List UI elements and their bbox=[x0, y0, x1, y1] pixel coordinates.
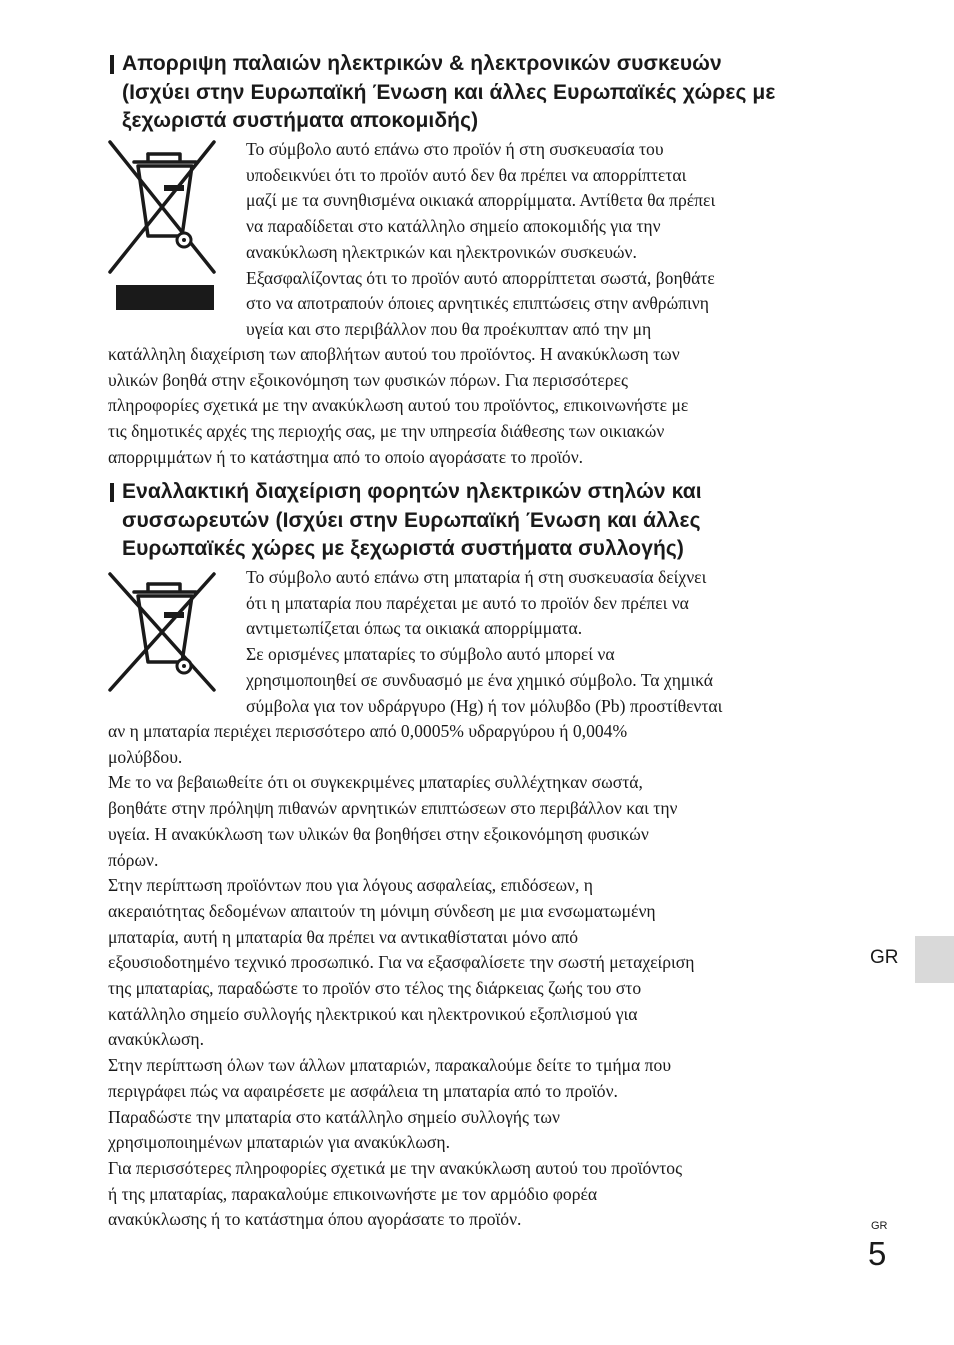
page-language-code: GR bbox=[871, 1220, 888, 1232]
text-line: υγεία. Η ανακύκλωση των υλικών θα βοηθήσει στην εξοικονόμηση φυσικών bbox=[108, 823, 649, 844]
text-line: Με το να βεβαιωθείτε ότι οι συγκεκριμένες μπαταρίες συλλέχτηκαν σωστά, bbox=[108, 772, 643, 793]
crossed-out-battery-bin-icon bbox=[108, 572, 220, 692]
heading-marker bbox=[110, 55, 114, 74]
text-line: χρησιμοποιηθεί σε συνδυασμό με ένα χημικό σύμβολο. Τα χημικά bbox=[246, 669, 714, 690]
text-line: βοηθάτε στην πρόληψη πιθανών αρνητικών επιπτώσεων στο περιβάλλον και την bbox=[108, 798, 678, 819]
text-line: ότι η μπαταρία που παρέχεται με αυτό το προϊόν δεν πρέπει να bbox=[246, 592, 689, 613]
text-line: στο να αποτραπούν όποιες αρνητικές επιπτώσεις στην ανθρώπινη bbox=[246, 293, 709, 314]
heading-line: Ευρωπαϊκές χώρες με ξεχωριστά συστήματα συλλογής) bbox=[122, 537, 685, 560]
text-line: υγεία και στο περιβάλλον που θα προέκυπταν από την μη bbox=[246, 318, 652, 339]
heading-line: Απορριψη παλαιών ηλεκτρικών & ηλεκτρονικών συσκευών bbox=[122, 52, 722, 75]
text-line: τις δημοτικές αρχές της περιοχής σας, με την υπηρεσία διάθεσης των οικιακών bbox=[108, 421, 665, 442]
weee-wrap-paragraph bbox=[246, 137, 715, 343]
bin-lid-stripe bbox=[164, 612, 184, 618]
language-tab-label: GR bbox=[870, 947, 899, 968]
text-line: υλικών βοηθά στην εξοικονόμηση των φυσικών πόρων. Για περισσότερες bbox=[108, 369, 628, 390]
heading-line: (Ισχύει στην Ευρωπαϊκή Ένωση και άλλες Ευρωπαϊκές χώρες με bbox=[122, 80, 776, 104]
text-line: Το σύμβολο αυτό επάνω στο προϊόν ή στη συσκευασία του bbox=[246, 139, 664, 159]
text-line: σύμβολα για τον υδράργυρο (Hg) ή τον μόλυβδο (Pb) προστίθενται bbox=[246, 695, 723, 716]
heading-marker bbox=[110, 483, 114, 502]
text-line: Σε ορισμένες μπαταρίες το σύμβολο αυτό μπορεί να bbox=[246, 644, 615, 665]
text-line: μολύβδου. bbox=[108, 746, 183, 767]
text-line: μαζί με τα συνηθισμένα οικιακά απορρίμματα. Αντίθετα θα πρέπει bbox=[246, 190, 716, 211]
text-line: να παραδίδεται στο κατάλληλο σημείο αποκομιδής για την bbox=[246, 216, 661, 237]
text-line: ή της μπαταρίας, παρακαλούμε επικοινωνήστε με τον αρμόδιο φορέα bbox=[108, 1183, 598, 1204]
text-line: υποδεικνύει ότι το προϊόν αυτό δεν θα πρέπει να απορρίπτεται bbox=[246, 164, 687, 185]
text-line: μπαταρία, αυτή η μπαταρία θα πρέπει να αντικαθίσταται μόνο από bbox=[108, 926, 579, 947]
solid-bar bbox=[116, 285, 214, 310]
text-line: ανακύκλωση. bbox=[108, 1029, 205, 1050]
text-line: αν η μπαταρία περιέχει περισσότερο από 0,0005% υδραργύρου ή 0,004% bbox=[108, 721, 628, 741]
text-line: Το σύμβολο αυτό επάνω στη μπαταρία ή στη συσκευασία δείχνει bbox=[246, 567, 707, 587]
crossed-out-wheelie-bin-icon bbox=[108, 140, 220, 315]
text-line: κατάλληλο σημείο συλλογής ηλεκτρικού και ηλεκτρονικού εξοπλισμού για bbox=[108, 1003, 638, 1024]
heading-line: ξεχωριστά συστήματα αποκομιδής) bbox=[122, 109, 479, 132]
page-number: 5 bbox=[868, 1235, 887, 1272]
text-line: ανακύκλωσης ή το κατάστημα όπου αγοράσατε το προϊόν. bbox=[108, 1209, 522, 1230]
text-line: Παραδώστε την μπαταρία στο κατάλληλο σημείο συλλογής των bbox=[108, 1106, 560, 1127]
text-line: της μπαταρίας, παραδώστε το προϊόν στο τέλος της διάρκειας ζωής του στο bbox=[108, 978, 642, 999]
battery-wrap-paragraph bbox=[246, 565, 722, 719]
text-line: περιγράφει πώς να αφαιρέσετε με ασφάλεια τη μπαταρία από το προϊόν. bbox=[108, 1080, 618, 1101]
text-line: χρησιμοποιημένων μπαταριών για ανακύκλωση. bbox=[108, 1132, 450, 1153]
text-line: ανακύκλωση ηλεκτρικών και ηλεκτρονικών συσκευών. bbox=[246, 241, 637, 262]
bin-lid-stripe bbox=[164, 185, 184, 191]
text-line: Για περισσότερες πληροφορίες σχετικά με την ανακύκλωση αυτού του προϊόντος bbox=[108, 1157, 683, 1178]
text-line: πόρων. bbox=[108, 849, 159, 870]
heading-line: συσσωρευτών (Ισχύει στην Ευρωπαϊκή Ένωση και άλλες bbox=[122, 508, 701, 532]
language-tab bbox=[915, 936, 954, 983]
section-heading-batteries bbox=[122, 478, 882, 564]
text-line: πληροφορίες σχετικά με την ανακύκλωση αυτού του προϊόντος, επικοινωνήστε με bbox=[108, 395, 689, 416]
section-heading-weee bbox=[122, 50, 882, 136]
text-line: εξουσιοδοτημένο τεχνικό προσωπικό. Για να εξασφαλίσετε την σωστή μεταχείριση bbox=[108, 952, 695, 973]
text-line: αντιμετωπίζεται όπως τα οικιακά απορρίμματα. bbox=[246, 618, 583, 639]
battery-full-paragraph bbox=[108, 719, 694, 1233]
text-line: Εξασφαλίζοντας ότι το προϊόν αυτό απορρίπτεται σωστά, βοηθάτε bbox=[246, 267, 715, 288]
text-line: κατάλληλη διαχείριση των αποβλήτων αυτού του προϊόντος. Η ανακύκλωση των bbox=[108, 344, 680, 364]
text-line: απορριμμάτων ή το κατάστημα από το οποίο αγοράσατε το προϊόν. bbox=[108, 446, 584, 467]
heading-line: Εναλλακτική διαχείριση φορητών ηλεκτρικών στηλών και bbox=[122, 480, 702, 503]
weee-full-paragraph bbox=[108, 342, 688, 471]
text-line: ακεραιότητας δεδομένων απαιτούν τη μόνιμη σύνδεση με μια ενσωματωμένη bbox=[108, 900, 656, 921]
text-line: Στην περίπτωση προϊόντων που για λόγους ασφαλείας, επιδόσεων, η bbox=[108, 875, 593, 896]
text-line: Στην περίπτωση όλων των άλλων μπαταριών, παρακαλούμε δείτε το τμήμα που bbox=[108, 1055, 672, 1076]
